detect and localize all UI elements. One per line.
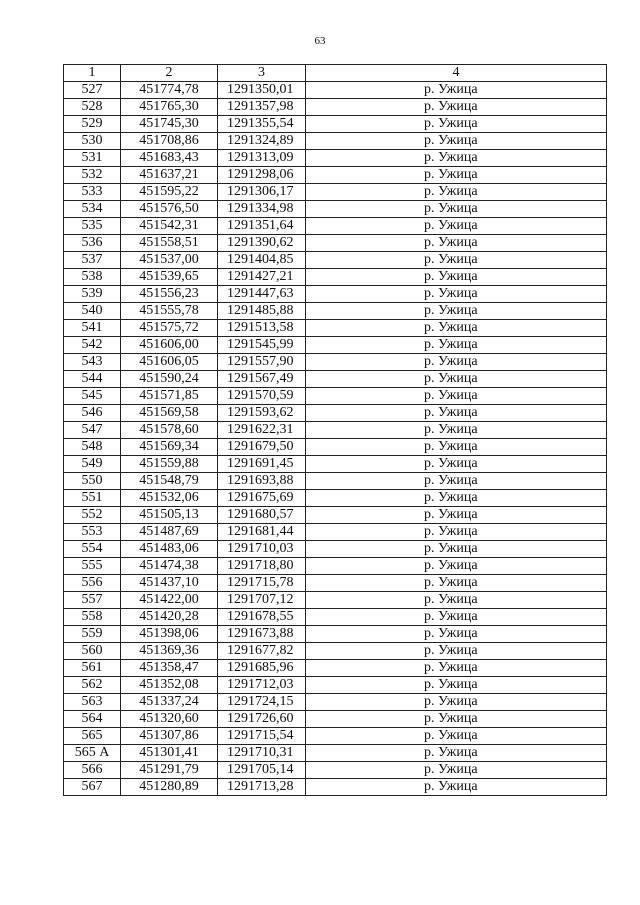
point-number-cell: 559 (64, 626, 121, 643)
x-coordinate-cell: 451420,28 (121, 609, 218, 626)
x-coordinate-cell: 451578,60 (121, 422, 218, 439)
table-body (64, 82, 607, 796)
table-row (64, 269, 607, 286)
x-coordinate-cell: 451637,21 (121, 167, 218, 184)
table-row (64, 762, 607, 779)
table-row (64, 728, 607, 745)
table-row (64, 626, 607, 643)
point-number-cell: 540 (64, 303, 121, 320)
point-number-cell: 546 (64, 405, 121, 422)
point-number-cell: 551 (64, 490, 121, 507)
point-number-cell: 557 (64, 592, 121, 609)
point-number-cell: 541 (64, 320, 121, 337)
x-coordinate-cell: 451683,43 (121, 150, 218, 167)
y-coordinate-cell: 1291707,12 (218, 592, 306, 609)
description-cell: р. Ужица (306, 184, 607, 201)
header-col-1: 1 (64, 65, 121, 82)
description-cell: р. Ужица (306, 218, 607, 235)
description-cell: р. Ужица (306, 558, 607, 575)
point-number-cell: 554 (64, 541, 121, 558)
point-number-cell: 533 (64, 184, 121, 201)
description-cell: р. Ужица (306, 371, 607, 388)
table-row (64, 694, 607, 711)
table-row (64, 150, 607, 167)
x-coordinate-cell: 451474,38 (121, 558, 218, 575)
y-coordinate-cell: 1291685,96 (218, 660, 306, 677)
y-coordinate-cell: 1291485,88 (218, 303, 306, 320)
x-coordinate-cell: 451606,00 (121, 337, 218, 354)
x-coordinate-cell: 451774,78 (121, 82, 218, 99)
y-coordinate-cell: 1291404,85 (218, 252, 306, 269)
description-cell: р. Ужица (306, 388, 607, 405)
table-row (64, 82, 607, 99)
description-cell: р. Ужица (306, 286, 607, 303)
y-coordinate-cell: 1291712,03 (218, 677, 306, 694)
table-header-row (64, 65, 607, 82)
point-number-cell: 527 (64, 82, 121, 99)
point-number-cell: 548 (64, 439, 121, 456)
x-coordinate-cell: 451765,30 (121, 99, 218, 116)
description-cell: р. Ужица (306, 762, 607, 779)
table-row (64, 677, 607, 694)
description-cell: р. Ужица (306, 99, 607, 116)
y-coordinate-cell: 1291334,98 (218, 201, 306, 218)
point-number-cell: 563 (64, 694, 121, 711)
point-number-cell: 530 (64, 133, 121, 150)
description-cell: р. Ужица (306, 643, 607, 660)
table-row (64, 405, 607, 422)
y-coordinate-cell: 1291570,59 (218, 388, 306, 405)
y-coordinate-cell: 1291675,69 (218, 490, 306, 507)
description-cell: р. Ужица (306, 711, 607, 728)
y-coordinate-cell: 1291713,28 (218, 779, 306, 796)
y-coordinate-cell: 1291350,01 (218, 82, 306, 99)
y-coordinate-cell: 1291705,14 (218, 762, 306, 779)
description-cell: р. Ужица (306, 82, 607, 99)
y-coordinate-cell: 1291724,15 (218, 694, 306, 711)
point-number-cell: 561 (64, 660, 121, 677)
x-coordinate-cell: 451369,36 (121, 643, 218, 660)
x-coordinate-cell: 451301,41 (121, 745, 218, 762)
point-number-cell: 531 (64, 150, 121, 167)
table-row (64, 252, 607, 269)
point-number-cell: 529 (64, 116, 121, 133)
table-row (64, 337, 607, 354)
y-coordinate-cell: 1291545,99 (218, 337, 306, 354)
point-number-cell: 544 (64, 371, 121, 388)
x-coordinate-cell: 451558,51 (121, 235, 218, 252)
description-cell: р. Ужица (306, 133, 607, 150)
point-number-cell: 549 (64, 456, 121, 473)
y-coordinate-cell: 1291355,54 (218, 116, 306, 133)
y-coordinate-cell: 1291390,62 (218, 235, 306, 252)
x-coordinate-cell: 451548,79 (121, 473, 218, 490)
table-row (64, 524, 607, 541)
point-number-cell: 565 (64, 728, 121, 745)
description-cell: р. Ужица (306, 439, 607, 456)
table-row (64, 99, 607, 116)
table-row (64, 218, 607, 235)
table-row (64, 439, 607, 456)
table-row (64, 320, 607, 337)
x-coordinate-cell: 451606,05 (121, 354, 218, 371)
table-row (64, 235, 607, 252)
x-coordinate-cell: 451483,06 (121, 541, 218, 558)
x-coordinate-cell: 451398,06 (121, 626, 218, 643)
description-cell: р. Ужица (306, 422, 607, 439)
x-coordinate-cell: 451559,88 (121, 456, 218, 473)
table-row (64, 507, 607, 524)
x-coordinate-cell: 451532,06 (121, 490, 218, 507)
description-cell: р. Ужица (306, 660, 607, 677)
point-number-cell: 550 (64, 473, 121, 490)
table-row (64, 167, 607, 184)
x-coordinate-cell: 451569,34 (121, 439, 218, 456)
description-cell: р. Ужица (306, 320, 607, 337)
y-coordinate-cell: 1291557,90 (218, 354, 306, 371)
point-number-cell: 542 (64, 337, 121, 354)
y-coordinate-cell: 1291298,06 (218, 167, 306, 184)
point-number-cell: 535 (64, 218, 121, 235)
table-row (64, 490, 607, 507)
y-coordinate-cell: 1291693,88 (218, 473, 306, 490)
x-coordinate-cell: 451590,24 (121, 371, 218, 388)
description-cell: р. Ужица (306, 405, 607, 422)
x-coordinate-cell: 451437,10 (121, 575, 218, 592)
table-row (64, 643, 607, 660)
point-number-cell: 562 (64, 677, 121, 694)
x-coordinate-cell: 451708,86 (121, 133, 218, 150)
x-coordinate-cell: 451352,08 (121, 677, 218, 694)
point-number-cell: 545 (64, 388, 121, 405)
y-coordinate-cell: 1291726,60 (218, 711, 306, 728)
table-row (64, 116, 607, 133)
point-number-cell: 532 (64, 167, 121, 184)
x-coordinate-cell: 451595,22 (121, 184, 218, 201)
table-row (64, 592, 607, 609)
x-coordinate-cell: 451422,00 (121, 592, 218, 609)
x-coordinate-cell: 451358,47 (121, 660, 218, 677)
point-number-cell: 553 (64, 524, 121, 541)
point-number-cell: 558 (64, 609, 121, 626)
y-coordinate-cell: 1291593,62 (218, 405, 306, 422)
y-coordinate-cell: 1291715,54 (218, 728, 306, 745)
table-row (64, 575, 607, 592)
description-cell: р. Ужица (306, 575, 607, 592)
description-cell: р. Ужица (306, 626, 607, 643)
table-row (64, 660, 607, 677)
y-coordinate-cell: 1291513,58 (218, 320, 306, 337)
point-number-cell: 539 (64, 286, 121, 303)
description-cell: р. Ужица (306, 235, 607, 252)
coordinates-table (63, 64, 607, 796)
table-row (64, 133, 607, 150)
description-cell: р. Ужица (306, 456, 607, 473)
description-cell: р. Ужица (306, 354, 607, 371)
y-coordinate-cell: 1291673,88 (218, 626, 306, 643)
point-number-cell: 566 (64, 762, 121, 779)
y-coordinate-cell: 1291678,55 (218, 609, 306, 626)
point-number-cell: 552 (64, 507, 121, 524)
x-coordinate-cell: 451307,86 (121, 728, 218, 745)
y-coordinate-cell: 1291306,17 (218, 184, 306, 201)
point-number-cell: 564 (64, 711, 121, 728)
x-coordinate-cell: 451576,50 (121, 201, 218, 218)
y-coordinate-cell: 1291715,78 (218, 575, 306, 592)
y-coordinate-cell: 1291691,45 (218, 456, 306, 473)
table-row (64, 371, 607, 388)
y-coordinate-cell: 1291427,21 (218, 269, 306, 286)
y-coordinate-cell: 1291357,98 (218, 99, 306, 116)
y-coordinate-cell: 1291680,57 (218, 507, 306, 524)
description-cell: р. Ужица (306, 269, 607, 286)
description-cell: р. Ужица (306, 337, 607, 354)
y-coordinate-cell: 1291710,31 (218, 745, 306, 762)
description-cell: р. Ужица (306, 303, 607, 320)
table-row (64, 422, 607, 439)
x-coordinate-cell: 451539,65 (121, 269, 218, 286)
x-coordinate-cell: 451280,89 (121, 779, 218, 796)
description-cell: р. Ужица (306, 745, 607, 762)
description-cell: р. Ужица (306, 541, 607, 558)
x-coordinate-cell: 451571,85 (121, 388, 218, 405)
description-cell: р. Ужица (306, 507, 607, 524)
table-row (64, 711, 607, 728)
description-cell: р. Ужица (306, 524, 607, 541)
y-coordinate-cell: 1291681,44 (218, 524, 306, 541)
point-number-cell: 543 (64, 354, 121, 371)
x-coordinate-cell: 451556,23 (121, 286, 218, 303)
point-number-cell: 567 (64, 779, 121, 796)
page-number: 63 (314, 35, 326, 47)
table-row (64, 286, 607, 303)
x-coordinate-cell: 451555,78 (121, 303, 218, 320)
point-number-cell: 536 (64, 235, 121, 252)
description-cell: р. Ужица (306, 694, 607, 711)
y-coordinate-cell: 1291324,89 (218, 133, 306, 150)
description-cell: р. Ужица (306, 779, 607, 796)
description-cell: р. Ужица (306, 609, 607, 626)
y-coordinate-cell: 1291718,80 (218, 558, 306, 575)
y-coordinate-cell: 1291313,09 (218, 150, 306, 167)
point-number-cell: 547 (64, 422, 121, 439)
table-row (64, 609, 607, 626)
header-col-4: 4 (306, 65, 607, 82)
x-coordinate-cell: 451575,72 (121, 320, 218, 337)
x-coordinate-cell: 451487,69 (121, 524, 218, 541)
table-row (64, 456, 607, 473)
x-coordinate-cell: 451505,13 (121, 507, 218, 524)
y-coordinate-cell: 1291710,03 (218, 541, 306, 558)
point-number-cell: 528 (64, 99, 121, 116)
table-row (64, 201, 607, 218)
description-cell: р. Ужица (306, 150, 607, 167)
table-row (64, 558, 607, 575)
y-coordinate-cell: 1291679,50 (218, 439, 306, 456)
y-coordinate-cell: 1291567,49 (218, 371, 306, 388)
description-cell: р. Ужица (306, 490, 607, 507)
y-coordinate-cell: 1291677,82 (218, 643, 306, 660)
description-cell: р. Ужица (306, 728, 607, 745)
table-row (64, 354, 607, 371)
description-cell: р. Ужица (306, 473, 607, 490)
point-number-cell: 556 (64, 575, 121, 592)
table-row (64, 388, 607, 405)
point-number-cell: 555 (64, 558, 121, 575)
point-number-cell: 537 (64, 252, 121, 269)
table-row (64, 541, 607, 558)
x-coordinate-cell: 451569,58 (121, 405, 218, 422)
x-coordinate-cell: 451542,31 (121, 218, 218, 235)
description-cell: р. Ужица (306, 677, 607, 694)
description-cell: р. Ужица (306, 592, 607, 609)
x-coordinate-cell: 451337,24 (121, 694, 218, 711)
table-row (64, 779, 607, 796)
x-coordinate-cell: 451320,60 (121, 711, 218, 728)
description-cell: р. Ужица (306, 116, 607, 133)
y-coordinate-cell: 1291447,63 (218, 286, 306, 303)
x-coordinate-cell: 451745,30 (121, 116, 218, 133)
point-number-cell: 538 (64, 269, 121, 286)
description-cell: р. Ужица (306, 201, 607, 218)
x-coordinate-cell: 451537,00 (121, 252, 218, 269)
description-cell: р. Ужица (306, 167, 607, 184)
table-row (64, 473, 607, 490)
y-coordinate-cell: 1291351,64 (218, 218, 306, 235)
point-number-cell: 534 (64, 201, 121, 218)
table-row (64, 184, 607, 201)
point-number-cell: 565 А (64, 745, 121, 762)
header-col-2: 2 (121, 65, 218, 82)
x-coordinate-cell: 451291,79 (121, 762, 218, 779)
description-cell: р. Ужица (306, 252, 607, 269)
header-col-3: 3 (218, 65, 306, 82)
point-number-cell: 560 (64, 643, 121, 660)
y-coordinate-cell: 1291622,31 (218, 422, 306, 439)
table-row (64, 745, 607, 762)
table-row (64, 303, 607, 320)
